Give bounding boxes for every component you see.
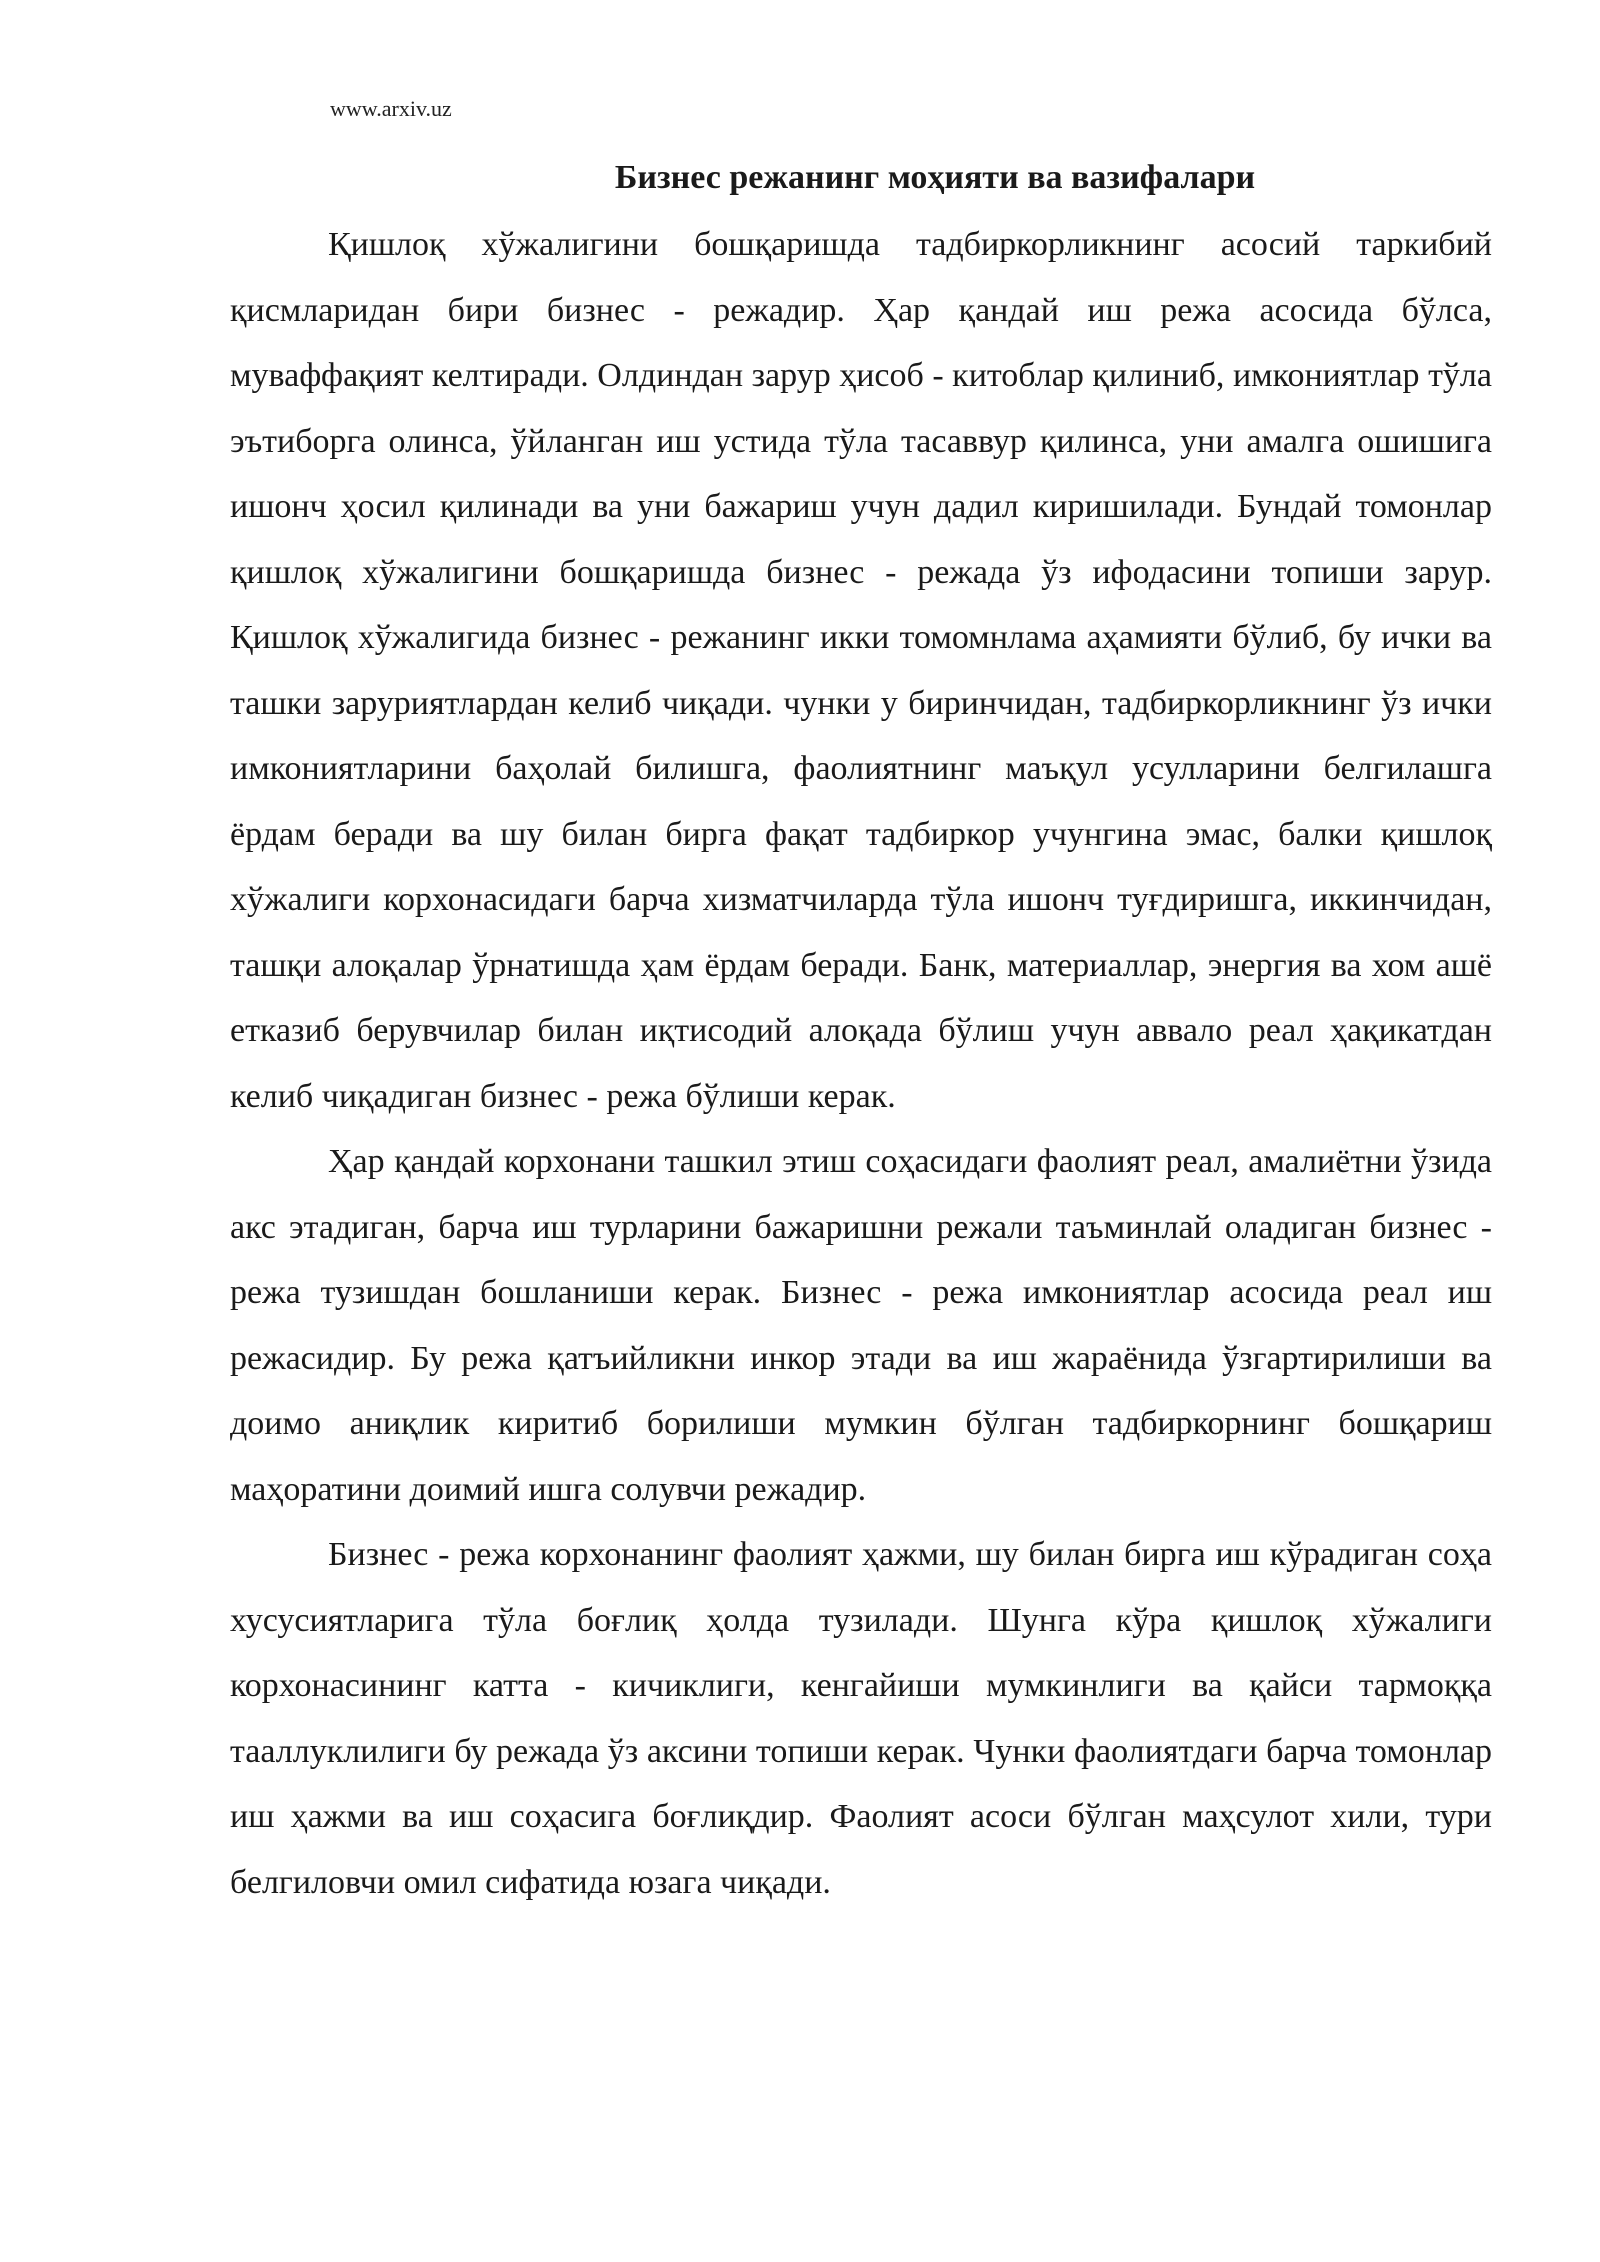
- document-body: [230, 212, 1492, 1915]
- header-url: www.arxiv.uz: [330, 96, 452, 121]
- paragraph-3: Бизнес - режа корхонанинг фаолият ҳажми, шу билан бирга иш кўрадиган соҳа хусусиятларига тўла боғлиқ ҳолда тузилади. Шунга кўра қишлоқ хўжалиги корхонасининг катта - кичиклиги, кенгайиши мумкинлиги ва қайси тармоққа тааллуклилиги бу режада ўз аксини топиши керак. Чунки фаолиятдаги барча томонлар иш ҳажми ва иш соҳасига боғлиқдир. Фаолият асоси бўлган маҳсулот хили, тури белгиловчи омил сифатида юзага чиқади.: [230, 1536, 1492, 1901]
- paragraph-1: Қишлоқ хўжалигини бошқаришда тадбиркорликнинг асосий таркибий қисмларидан бири бизнес - режадир. Ҳар қандай иш режа асосида бўлса, муваффақият келтиради. Олдиндан зарур ҳисоб - китоблар қилиниб, имкониятлар тўла эътиборга олинса, ўйланган иш устида тўла тасаввур қилинса, уни амалга ошишига ишонч ҳосил қилинади ва уни бажариш учун дадил киришилади. Бундай томонлар қишлоқ хўжалигини бошқаришда бизнес - режада ўз ифодасини топиши зарур. Қишлоқ хўжалигида бизнес - режанинг икки томомнлама аҳамияти бўлиб, бу ички ва ташки заруриятлардан келиб чиқади. чунки у биринчидан, тадбиркорликнинг ўз ички имкониятларини баҳолай билишга, фаолиятнинг маъқул усулларини белгилашга ёрдам беради ва шу билан бирга фақат тадбиркор учунгина эмас, балки қишлоқ хўжалиги корхонасидаги барча хизматчиларда тўла ишонч туғдиришга, иккинчидан, ташқи алоқалар ўрнатишда ҳам ёрдам беради. Банк, материаллар, энергия ва хом ашё етказиб берувчилар билан иқтисодий алоқада бўлиш учун аввало реал ҳақикатдан келиб чиқадиган бизнес - режа бўлиши керак.: [230, 226, 1492, 1115]
- paragraph-2: Ҳар қандай корхонани ташкил этиш соҳасидаги фаолият реал, амалиётни ўзида акс этадиган, барча иш турларини бажаришни режали таъминлай оладиган бизнес - режа тузишдан бошланиши керак. Бизнес - режа имкониятлар асосида реал иш режасидир. Бу режа қатъийликни инкор этади ва иш жараёнида ўзгартирилиши ва доимо аниқлик киритиб борилиши мумкин бўлган тадбиркорнинг бошқариш маҳоратини доимий ишга солувчи режадир.: [230, 1143, 1492, 1508]
- document-title: Бизнес режанинг моҳияти ва вазифалари: [614, 159, 1256, 196]
